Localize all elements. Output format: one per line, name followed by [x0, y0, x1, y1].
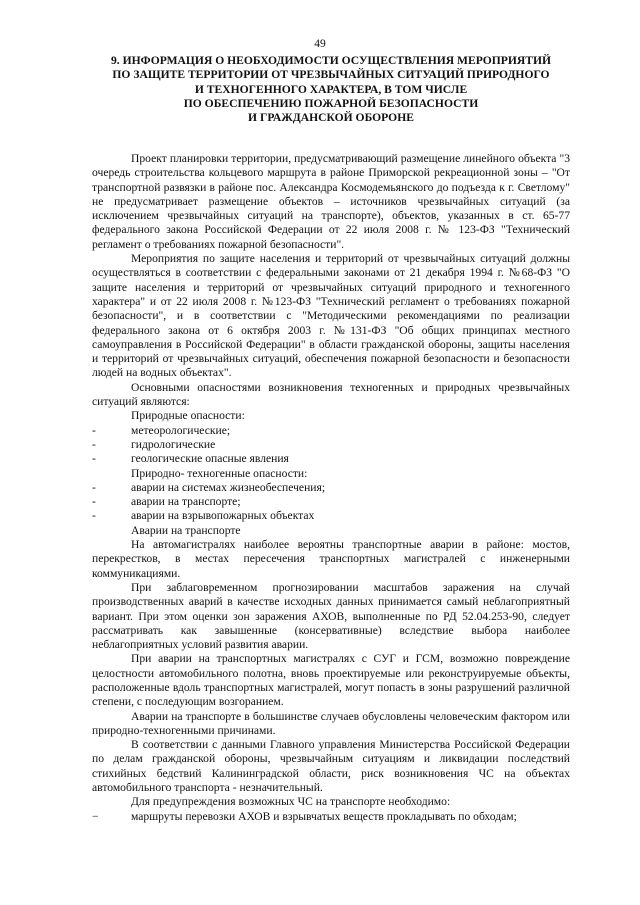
heading-line: И ГРАЖДАНСКОЙ ОБОРОНЕ	[248, 111, 414, 125]
paragraph-measures: Мероприятия по защите населения и территорий от чрезвычайных ситуаций должны осуществляться в соответствии с федеральными законами от 21 декабря 1994 г. №68-ФЗ "О защите населения и территорий от чрезвычайных ситуаций природного и техногенного характера" и от 22 июля 2008 г. №123-ФЗ "Технический регламент о требованиях пожарной безопасности", и в соответствии с "Методическими рекомендациями по реализации федерального закона от 6 октября 2003 г. №131-ФЗ "Об общих принципах местного самоуправления в Российской Федерации" в области гражданской обороны, защиты населения и территорий от чрезвычайных ситуаций, обеспечения пожарной безопасности и безопасности людей на водных объектах".	[92, 252, 570, 380]
heading-line: ПО ОБЕСПЕЧЕНИЮ ПОЖАРНОЙ БЕЗОПАСНОСТИ	[183, 96, 479, 110]
transport-accidents-title: Аварии на транспорте	[131, 523, 241, 537]
heading-line: ПО ЗАЩИТЕ ТЕРРИТОРИИ ОТ ЧРЕЗВЫЧАЙНЫХ СИТУАЦИЙ ПРИРОДНОГО	[112, 68, 550, 82]
bullet-mark: -	[92, 495, 96, 509]
heading-line: 9. ИНФОРМАЦИЯ О НЕОБХОДИМОСТИ ОСУЩЕСТВЛЕНИЯ МЕРОПРИЯТИЙ	[110, 54, 552, 67]
list-item: - аварии на транспорте;	[92, 495, 241, 509]
bullet-mark: -	[92, 423, 96, 437]
paragraph-highways: На автомагистралях наиболее вероятны транспортные аварии в районе: мостов, перекрестков, в местах пересечения транспортных магистралей с инженерными коммуникациями.	[92, 538, 570, 580]
paragraph-lpg-accidents: При аварии на транспортных магистралях с СУГ и ГСМ, возможно повреждение целостности автомобильного полотна, вновь проектируемые или реконструируемые объекты, расположенные вдоль транспортных магистралей, могут попасть в зоны разрушений различной степени, с последующим возгоранием.	[92, 652, 570, 709]
section-heading	[92, 54, 570, 125]
dash-mark: −	[92, 809, 99, 823]
natural-hazards-title: Природные опасности:	[131, 409, 245, 423]
list-item: - метеорологические;	[92, 423, 231, 437]
paragraph-prevention: Для предупреждения возможных ЧС на транспорте необходимо:	[131, 795, 451, 809]
paragraph-hazards: Основными опасностями возникновения техногенных и природных чрезвычайных ситуаций являются:	[92, 380, 570, 409]
bullet-mark: -	[92, 437, 96, 451]
paragraph-human-factor: Аварии на транспорте в большинстве случаев обусловлены человеческим фактором или природно-техногенными причинами.	[92, 709, 570, 737]
document-body	[92, 152, 570, 824]
bullet-mark: -	[92, 452, 96, 466]
list-item: − маршруты перевозки АХОВ и взрывчатых веществ прокладывать по обходам;	[92, 809, 517, 823]
paragraph-risk: В соответствии с данными Главного управления Министерства Российской Федерации по делам гражданской обороны, чрезвычайным ситуациям и ликвидации последствий стихийных бедствий Калининградской области, риск возникновения ЧС на объектах автомобильного транспорта - незначительный.	[92, 738, 570, 795]
list-item: - гидрологические	[92, 437, 216, 451]
list-item: - аварии на взрывопожарных объектах	[92, 509, 315, 523]
paragraph-project: Проект планировки территории, предусматривающий размещение линейного объекта "3 очередь строительства кольцевого маршрута в районе Приморской рекреационной зоны – "От транспортной развязки в районе пос. Александра Космодемьянского до подъезда к г. Светлому" не предусматривает размещение объектов – источников чрезвычайных ситуаций (за исключением чрезвычайных ситуаций на транспорте), объектов, указанных в ст. 65-77 федерального закона Российской Федерации от 22 июля 2008 г. № 123-ФЗ "Технический регламент о требованиях пожарной безопасности".	[92, 152, 570, 251]
technogenic-hazards-title: Природно- техногенные опасности:	[131, 466, 308, 480]
paragraph-forecasting: При заблаговременном прогнозировании масштабов заражения на случай производственных аварий в качестве исходных данных принимается самый неблагоприятный вариант. При этом оценки зон заражения АХОВ, выполненные по РД 52.04.253-90, следует рассматривать как завышенные (консервативные) вследствие выбора наиболее неблагоприятных условий развития аварии.	[92, 580, 570, 652]
bullet-mark: -	[92, 480, 96, 494]
bullet-mark: -	[92, 509, 96, 523]
list-item: - геологические опасные явления	[92, 452, 289, 466]
list-item: - аварии на системах жизнеобеспечения;	[92, 480, 326, 494]
heading-line: И ТЕХНОГЕННОГО ХАРАКТЕРА, В ТОМ ЧИСЛЕ	[194, 82, 468, 96]
page-number: 49	[314, 38, 326, 50]
